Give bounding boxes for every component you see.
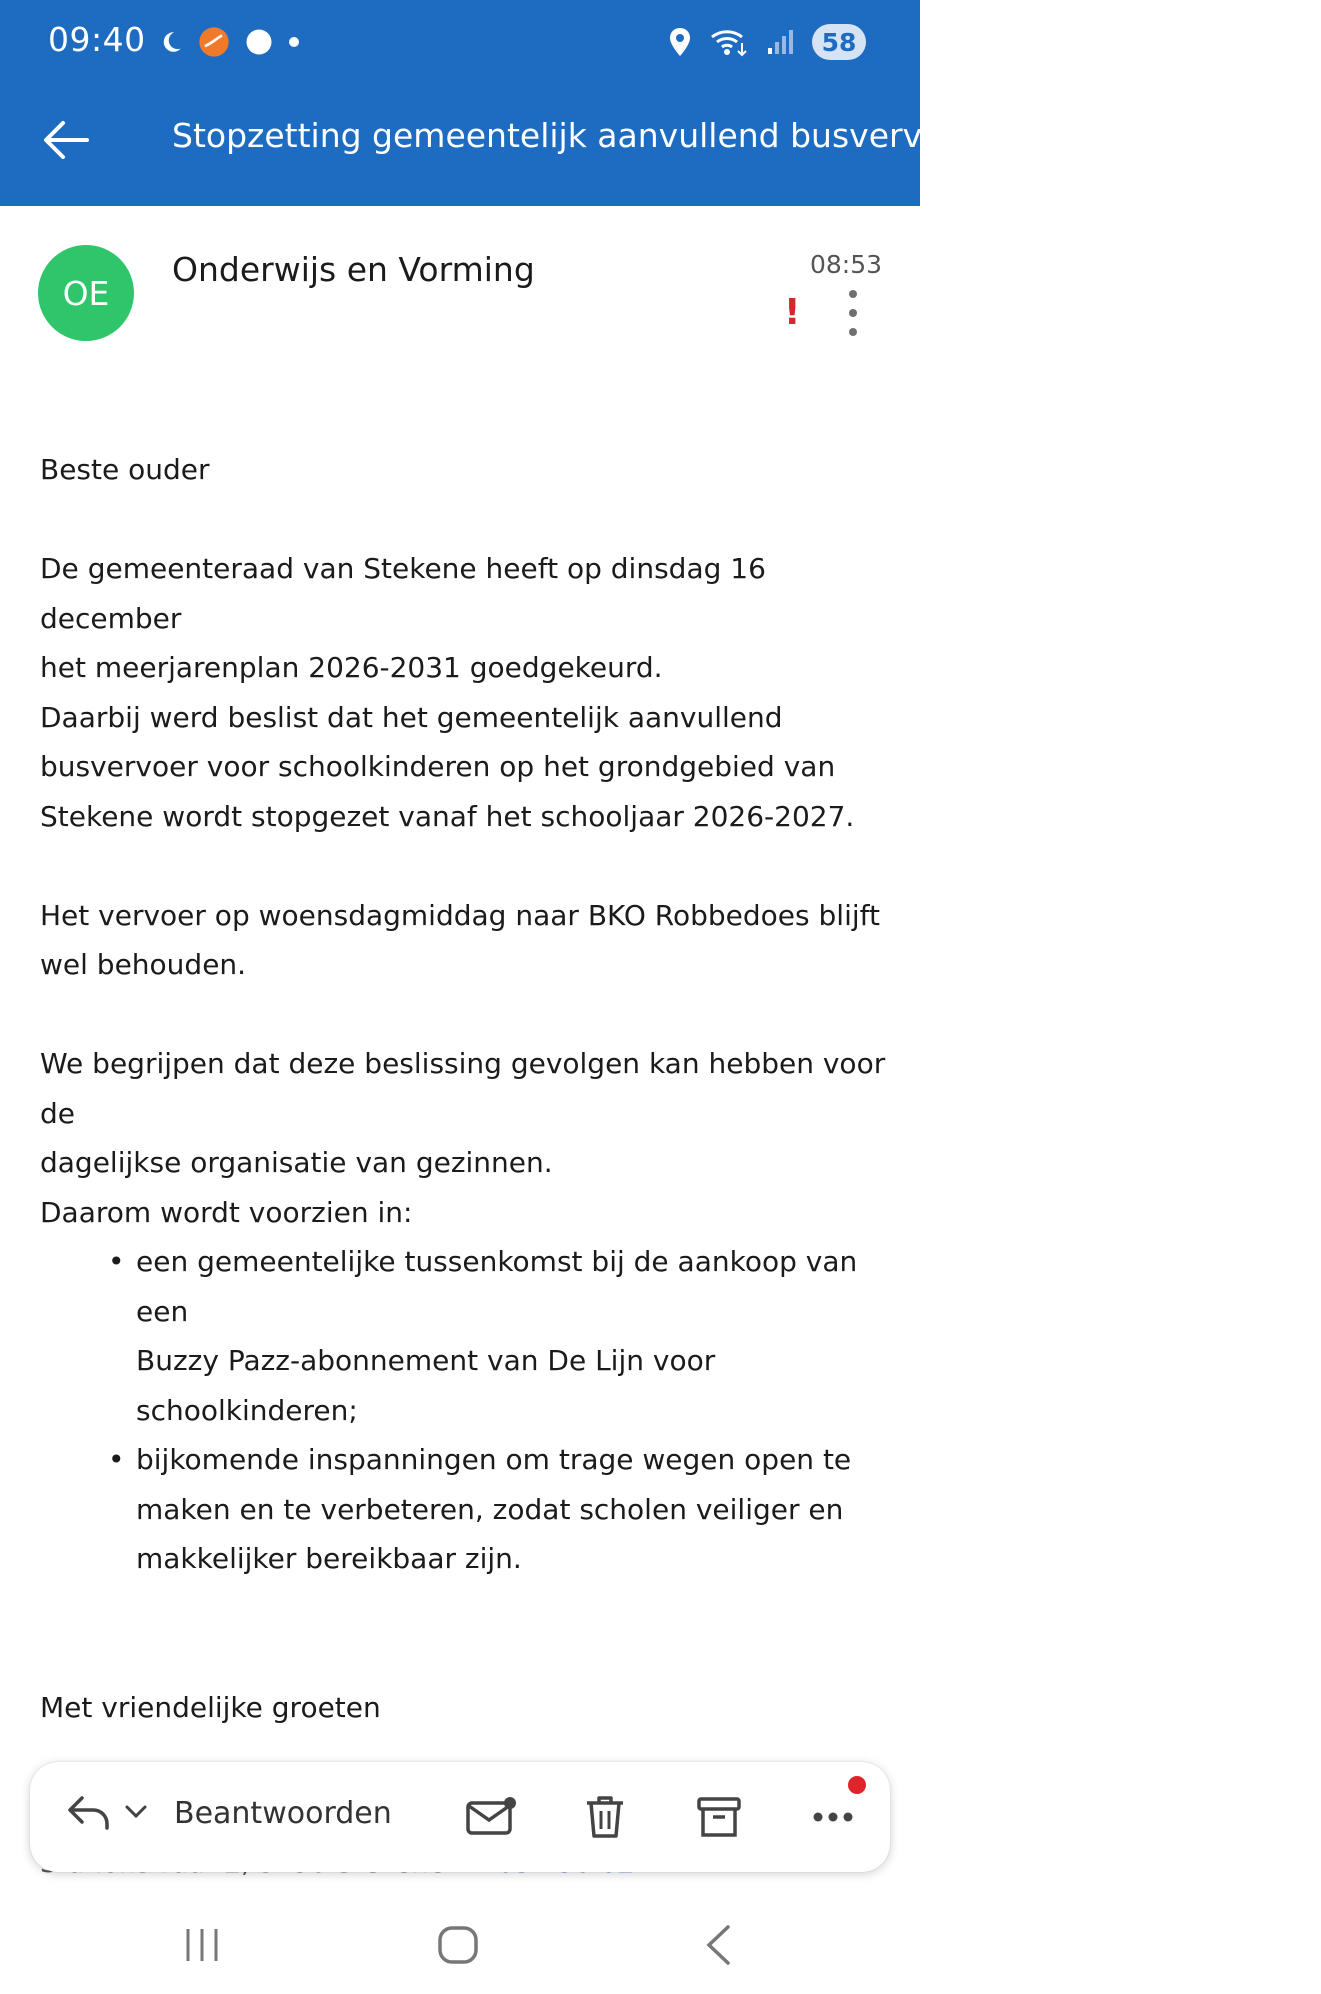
reply-icon — [66, 1792, 114, 1832]
trash-icon — [583, 1794, 627, 1840]
body-line: Stekene wordt stopgezet vanaf het schooljaar 2026-2027. — [40, 799, 855, 833]
mark-unread-button[interactable] — [464, 1790, 518, 1844]
body-line: busvervoer voor schoolkinderen op het grondgebied van — [40, 750, 836, 783]
home-button[interactable] — [428, 1920, 488, 1970]
received-time: 08:53 — [809, 250, 882, 279]
location-icon — [668, 27, 692, 57]
body-line: Het vervoer op woensdagmiddag naar BKO Robbedoes blijft — [40, 898, 880, 932]
archive-button[interactable] — [692, 1790, 746, 1844]
high-importance-icon: ! — [784, 292, 801, 333]
closing: Met vriendelijke groeten — [40, 1690, 381, 1724]
reply-label[interactable]: Beantwoorden — [174, 1796, 392, 1831]
mark-unread-icon — [466, 1797, 516, 1837]
kebab-dot-icon — [849, 328, 857, 336]
message-options-button[interactable] — [838, 290, 868, 336]
kebab-dot-icon — [849, 290, 857, 298]
dot-icon — [288, 36, 300, 48]
body-line: het meerjarenplan 2026-2031 goedgekeurd. — [40, 651, 663, 684]
app-notification-icon — [198, 26, 230, 58]
home-icon — [437, 1925, 479, 1965]
email-body — [40, 445, 890, 1864]
status-time: 09:40 — [48, 20, 146, 59]
status-notification-icons — [158, 26, 300, 58]
delete-button[interactable] — [578, 1790, 632, 1844]
email-subject: Stopzetting gemeentelijk aanvullend busvervoer voor schoolkinderen — [172, 116, 1321, 155]
body-line: Daarbij werd beslist dat het gemeentelijk aanvullend — [40, 700, 783, 734]
recent-apps-button[interactable] — [172, 1920, 232, 1970]
measures-list — [40, 1237, 890, 1584]
kebab-dot-icon — [849, 309, 857, 317]
status-bar — [0, 0, 920, 86]
body-line: dagelijkse organisatie van gezinnen. — [40, 1146, 553, 1179]
body-line: We begrijpen dat deze beslissing gevolgen kan hebben voor de — [40, 1047, 886, 1130]
system-navigation-bar — [0, 1900, 920, 1994]
more-actions-button[interactable] — [806, 1790, 860, 1844]
recent-apps-icon — [182, 1927, 222, 1963]
message-action-bar — [30, 1762, 890, 1872]
body-line: Daarom wordt voorzien in: — [40, 1195, 413, 1229]
body-line: wel behouden. — [40, 948, 247, 981]
system-back-button[interactable] — [688, 1920, 748, 1970]
list-item: • bijkomende inspanningen om trage wegen open te maken en te verbeteren, zodat scholen veiliger en makkelijker bereikbaar zijn. — [136, 1435, 890, 1584]
greeting: Beste ouder — [40, 453, 210, 486]
circle-notification-icon — [244, 27, 274, 57]
moon-icon — [158, 29, 184, 55]
app-header — [0, 0, 1321, 206]
notification-dot — [848, 1776, 866, 1794]
reply-button[interactable] — [66, 1792, 148, 1832]
body-line: De gemeenteraad van Stekene heeft op dinsdag 16 december — [40, 552, 766, 635]
status-system-icons — [668, 24, 866, 60]
chevron-down-icon[interactable] — [124, 1804, 148, 1820]
back-button[interactable] — [36, 110, 96, 170]
sender-avatar[interactable]: OE — [38, 245, 134, 341]
list-item: • een gemeentelijke tussenkomst bij de aankoop van een Buzzy Pazz-abonnement van De Lijn voor schoolkinderen; — [136, 1237, 890, 1435]
back-arrow-icon — [43, 120, 89, 160]
sender-name[interactable]: Onderwijs en Vorming — [172, 250, 535, 289]
chevron-left-icon — [704, 1924, 732, 1966]
battery-indicator: 58 — [812, 24, 866, 60]
more-horizontal-icon — [812, 1811, 854, 1823]
wifi-icon — [710, 27, 748, 57]
signal-icon — [766, 28, 794, 56]
archive-icon — [696, 1795, 742, 1839]
